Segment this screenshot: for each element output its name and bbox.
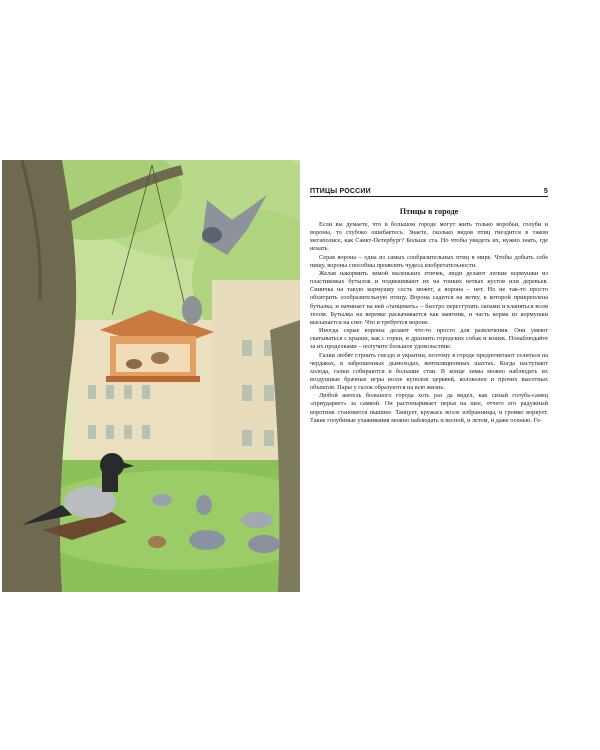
text-page	[310, 188, 548, 425]
page-number: 5	[543, 188, 548, 195]
paragraph: Иногда серые вороны делают что-то просто для развлечения. Они умеют скатываться с крыши, как с горки, и дразнить городских собак и кошек. Понаблюдайте за их проделками – получите большое удовольствие.	[310, 327, 548, 351]
paragraph: Серая ворона – одна из самых сообразительных птиц в мире. Чтобы добыть себе пищу, вороны способны проявлять чудеса изобретательности.	[310, 253, 548, 269]
city-birds-illustration	[2, 160, 300, 592]
paragraph: Галки любят строить гнездо в укрытии, поэтому в городе предпочитают селиться на чердаках, в заброшенных дымоходах, вентиляционных шахтах. Когда наступают холода, галки собираются в большие стаи. В конце зимы можно наблюдать их воздушные брачные игры возле куполов церквей, колоколен и прочих высотных объектов. Пары у галок образуются на всю жизнь.	[310, 351, 548, 392]
chapter-title: Птицы в городе	[399, 207, 459, 216]
article-body	[310, 221, 548, 425]
paragraph: Если вы думаете, что в большом городе могут жить только воробьи, голуби и вороны, то глубоко ошибаетесь. Знаете, сколько видов птиц гнездится в таком мегаполисе, как Санкт-Петербург? Больше ста. Но чтобы увидеть их, нужно знать, где искать.	[310, 221, 548, 253]
running-header	[310, 188, 548, 197]
paragraph: Любой житель большого города хоть раз да видел, как сизый голубь-самец «приударяет» за самкой. Он растопыривает перья на шее, отчего его радужный воротник становится пышнее. Танцует, кружась возле избранницы, и громко воркует. Такие голубиные ухаживания можно наблюдать и весной, и летом, и даже осенью. Го-	[310, 392, 548, 424]
section-title: ПТИЦЫ РОССИИ	[310, 188, 371, 195]
paragraph: Желая накормить зимой маленьких птичек, люди делают легкие кормушки из пластиковых бутылок и подвешивают их на тонких ветках кустов или деревьев. Синичка на такую кормушку сесть может, а ворона – нет. Но не так-то просто обхитрить сообразительную птицу. Ворона садится на ветку, к которой прикреплена бутылка, и начинает на ней «танцевать» – быстро переступать лапами и кланяться всем телом. Бутылка на веревке раскачивается как маятник, и часть корма из кормушки высыпается на снег. Что и требуется вороне.	[310, 269, 548, 326]
